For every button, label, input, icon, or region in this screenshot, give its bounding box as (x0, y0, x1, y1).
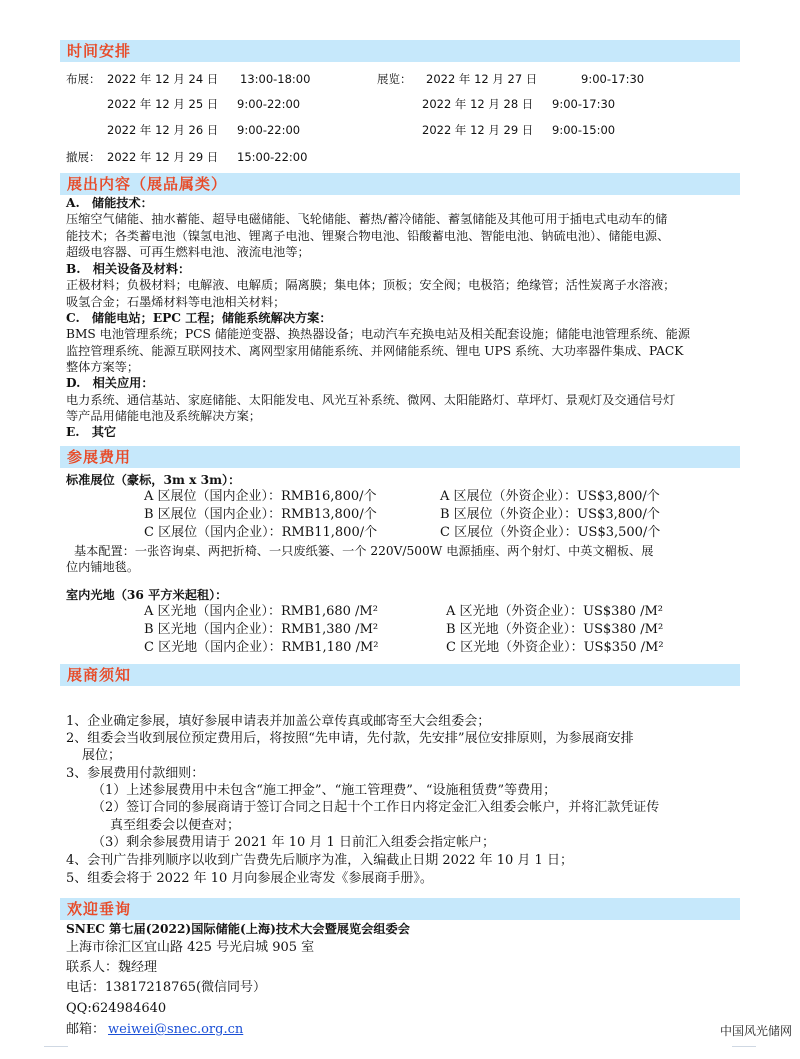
contact-phone: 电话：13817218765(微信同号） (66, 980, 267, 995)
exhibit-d-line-2: 等产品用储能电池及系统解决方案； (66, 409, 261, 423)
setup-date-3: 2022 年 12 月 26 日 (107, 123, 219, 137)
show-time-3: 9:00-15:00 (552, 123, 616, 137)
section-title-fees: 参展费用 (67, 448, 132, 466)
show-date-2: 2022 年 12 月 28 日 (422, 97, 534, 111)
section-bar-contact (60, 898, 740, 920)
standard-b-foreign: B 区展位（外资企业）：US$3,800/个 (440, 507, 660, 522)
contact-email-link[interactable]: weiwei@snec.org.cn (108, 1022, 244, 1037)
show-time-2: 9:00-17:30 (552, 97, 616, 111)
exhibit-c-line-3: 整体方案等； (66, 360, 140, 374)
section-title-notice: 展商须知 (67, 666, 132, 684)
teardown-label: 撤展： (66, 150, 101, 164)
notice-line-4: 3、参展费用付款细则： (66, 766, 205, 781)
setup-time-1: 13:00-18:00 (240, 72, 311, 86)
booth-config-line-2: 位内铺地毯。 (66, 560, 140, 574)
notice-line-8: （3）剩余参展费用请于 2021 年 10 月 1 日前汇入组委会指定帐户； (92, 835, 495, 850)
teardown-date: 2022 年 12 月 29 日 (107, 150, 219, 164)
standard-c-foreign: C 区展位（外资企业）：US$3,500/个 (440, 525, 661, 540)
exhibit-b-line-2: 吸氢合金；石墨烯材料等电池相关材料； (66, 295, 286, 309)
show-time-1: 9:00-17:30 (581, 72, 645, 86)
teardown-time: 15:00-22:00 (237, 150, 308, 164)
show-date-1: 2022 年 12 月 27 日 (426, 72, 538, 86)
organizer-name: SNEC 第七届(2022)国际储能(上海)技术大会暨展览会组委会 (66, 922, 410, 936)
section-bar-notice (60, 664, 740, 686)
section-bar-exhibits (60, 173, 740, 195)
notice-line-7: 真至组委会以便查对； (110, 818, 241, 833)
notice-line-5: （1）上述参展费用中未包含“施工押金”、“施工管理费”、“设施租赁费”等费用； (92, 783, 557, 798)
setup-time-3: 9:00-22:00 (237, 123, 301, 137)
raw-a-foreign: A 区光地（外资企业）：US$380 /M² (446, 604, 664, 619)
footer-mark-left (44, 1046, 68, 1053)
raw-b-domestic: B 区光地（国内企业）：RMB1,380 /M² (144, 622, 379, 637)
exhibit-heading-c: C. 储能电站；EPC 工程；储能系统解决方案： (66, 311, 332, 325)
section-title-contact: 欢迎垂询 (67, 900, 132, 918)
notice-line-3: 展位； (82, 748, 122, 763)
exhibit-a-line-3: 超级电容器、可再生燃料电池、液流电池等； (66, 245, 310, 259)
raw-c-foreign: C 区光地（外资企业）：US$350 /M² (446, 640, 664, 655)
watermark: 中国风光储网 (719, 1024, 792, 1038)
exhibit-a-line-1: 压缩空气储能、抽水蓄能、超导电磁储能、飞轮储能、蓄热/蓄冷储能、蓄氢储能及其他可用于插电式电动车的储 (66, 212, 668, 226)
booth-config-line-1: 基本配置：一张咨询桌、两把折椅、一只废纸篓、一个 220V/500W 电源插座、两个射灯、中英文楣板、展 (74, 544, 654, 558)
section-bar-schedule (60, 40, 740, 62)
exhibit-heading-e: E. 其它 (66, 425, 117, 439)
exhibit-c-line-2: 监控管理系统、能源互联网技术、离网型家用储能系统、并网储能系统、锂电 UPS 系统、大功率器件集成、PACK (66, 344, 684, 358)
notice-line-9: 4、会刊广告排列顺序以收到广告费先后顺序为准，入编截止日期 2022 年 10 月 1 日； (66, 853, 573, 868)
footer-mark-right (732, 1046, 756, 1053)
raw-a-domestic: A 区光地（国内企业）：RMB1,680 /M² (144, 604, 378, 619)
notice-line-6: （2）签订合同的参展商请于签订合同之日起十个工作日内将定金汇入组委会帐户，并将汇款凭证传 (92, 800, 660, 815)
section-bar-fees (60, 446, 740, 468)
standard-a-foreign: A 区展位（外资企业）：US$3,800/个 (440, 489, 660, 504)
raw-c-domestic: C 区光地（国内企业）：RMB1,180 /M² (144, 640, 379, 655)
raw-space-title: 室内光地（36 平方米起租）： (66, 588, 228, 602)
notice-line-1: 1、企业确定参展，填好参展申请表并加盖公章传真或邮寄至大会组委会； (66, 714, 491, 729)
show-label: 展览： (377, 72, 412, 86)
setup-label: 布展： (66, 72, 101, 86)
standard-booth-title: 标准展位（豪标，3m x 3m）： (66, 473, 241, 487)
exhibit-d-line-1: 电力系统、通信基站、家庭储能、太阳能发电、风光互补系统、微网、太阳能路灯、草坪灯、景观灯及交通信号灯 (66, 393, 676, 407)
exhibit-heading-d: D. 相关应用： (66, 376, 154, 390)
organizer-address: 上海市徐汇区宜山路 425 号光启城 905 室 (66, 940, 315, 955)
setup-date-2: 2022 年 12 月 25 日 (107, 97, 219, 111)
contact-qq: QQ:624984640 (66, 1001, 167, 1016)
section-title-schedule: 时间安排 (67, 42, 132, 60)
setup-time-2: 9:00-22:00 (237, 97, 301, 111)
show-date-3: 2022 年 12 月 29 日 (422, 123, 534, 137)
setup-date-1: 2022 年 12 月 24 日 (107, 72, 219, 86)
raw-b-foreign: B 区光地（外资企业）：US$380 /M² (446, 622, 664, 637)
section-title-exhibits: 展出内容（展品属类） (67, 175, 228, 193)
exhibit-heading-b: B. 相关设备及材料： (66, 262, 191, 276)
notice-line-2: 2、组委会当收到展位预定费用后，将按照“先申请，先付款，先安排”展位安排原则，为参展商安排 (66, 731, 634, 746)
exhibit-heading-a: A. 储能技术： (66, 196, 153, 210)
exhibit-c-line-1: BMS 电池管理系统；PCS 储能逆变器、换热器设备；电动汽车充换电站及相关配套设施；储能电池管理系统、能源 (66, 327, 691, 341)
exhibit-b-line-1: 正极材料；负极材料；电解液、电解质；隔离膜；集电体；顶板；安全阀；电极箔；绝缘管；活性炭离子水溶液； (66, 278, 676, 292)
standard-b-domestic: B 区展位（国内企业）：RMB13,800/个 (144, 507, 377, 522)
notice-line-10: 5、组委会将于 2022 年 10 月向参展企业寄发《参展商手册》。 (66, 871, 433, 886)
contact-email-label: 邮箱： (66, 1022, 106, 1037)
contact-person: 联系人：魏经理 (66, 960, 158, 975)
standard-c-domestic: C 区展位（国内企业）：RMB11,800/个 (144, 525, 378, 540)
standard-a-domestic: A 区展位（国内企业）：RMB16,800/个 (144, 489, 377, 504)
exhibit-a-line-2: 能技术；各类蓄电池（镍氢电池、锂离子电池、锂聚合物电池、铅酸蓄电池、智能电池、钠硫电池）、储能电源、 (66, 229, 670, 243)
